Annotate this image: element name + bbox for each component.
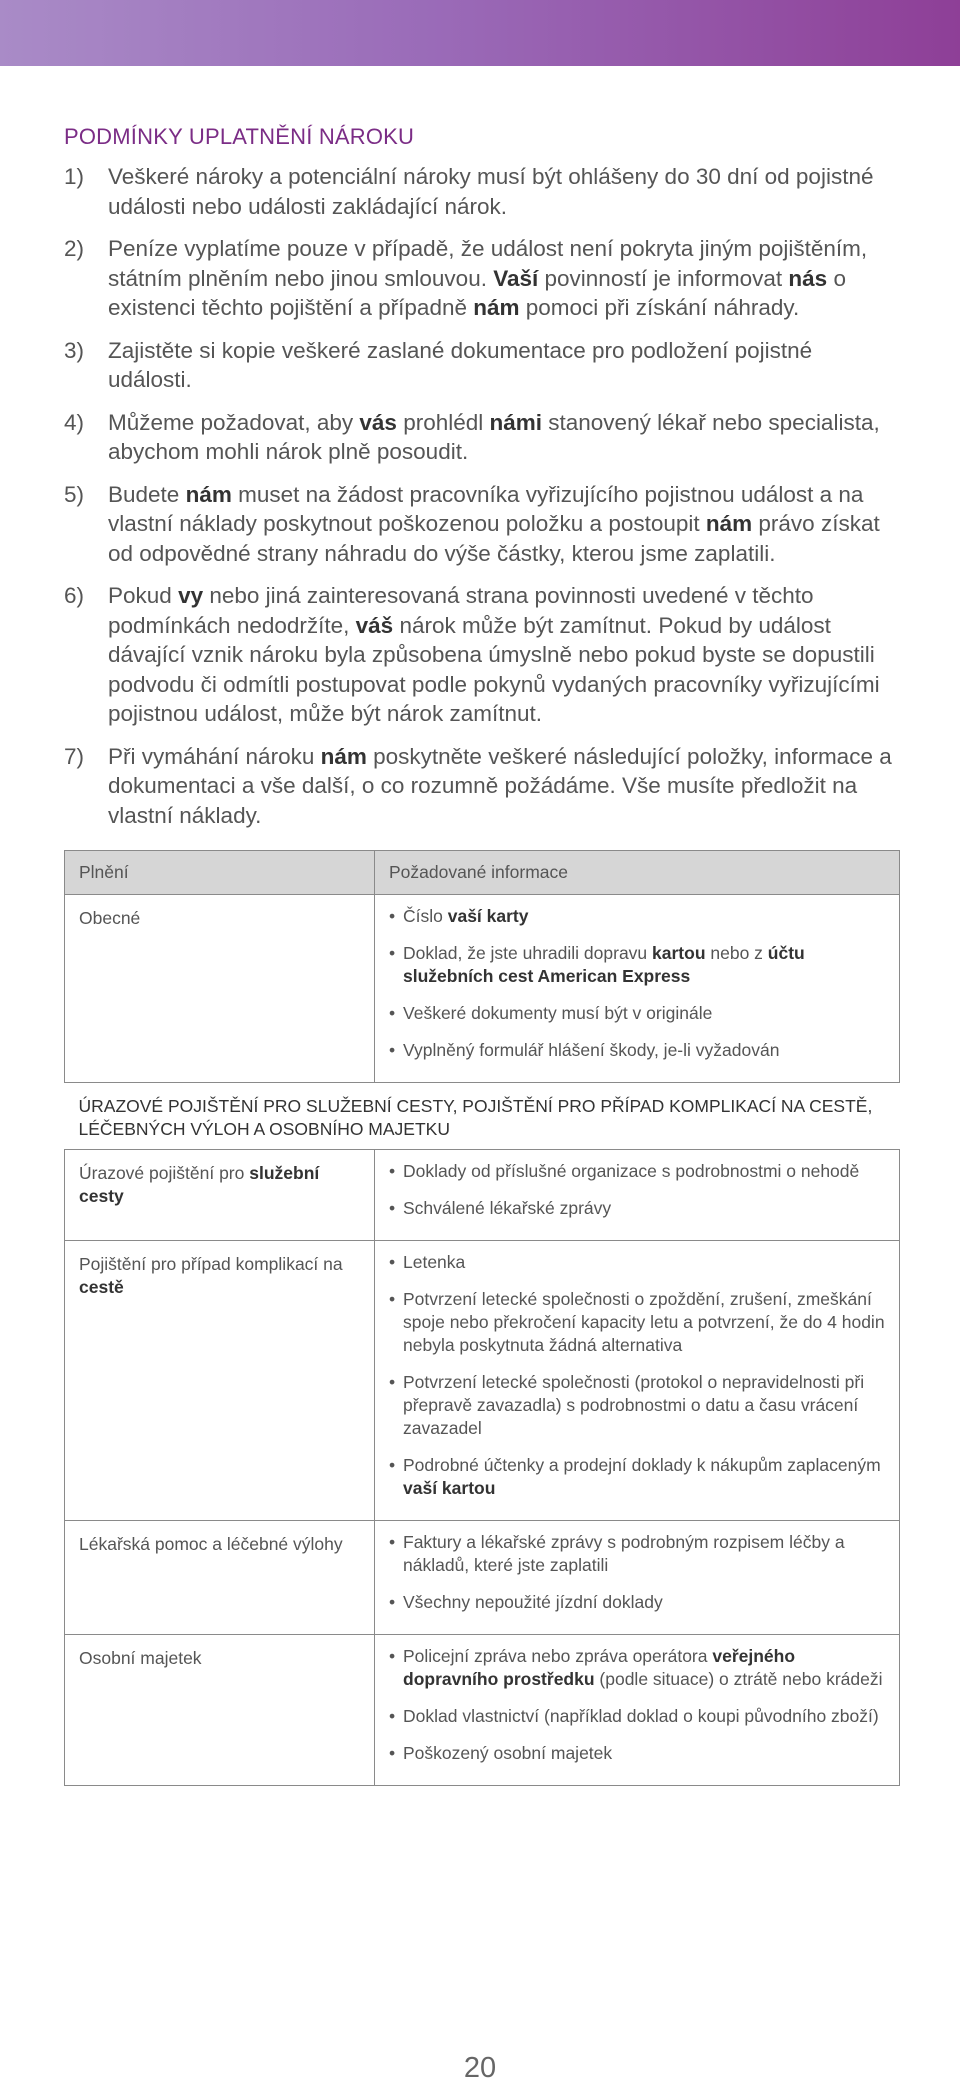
text-segment: Při vymáhání nároku — [108, 743, 321, 769]
bold-term: účtu služebních cest American Express — [403, 943, 805, 986]
header-cell-required-info: Požadované informace — [375, 851, 900, 895]
bold-term: vy — [178, 583, 204, 608]
header-bar — [0, 0, 960, 66]
required-info-item — [389, 1039, 885, 1062]
claims-table — [64, 850, 900, 1786]
text-segment: Policejní zpráva nebo zpráva operátora — [403, 1646, 713, 1666]
required-info-item — [389, 1531, 885, 1577]
text-segment: Budete — [108, 481, 186, 507]
table-row — [65, 1635, 900, 1786]
condition-number: 7) — [64, 743, 85, 769]
text-segment: prohlédl — [396, 409, 490, 435]
text-segment: Poškozený osobní majetek — [403, 1743, 613, 1763]
text-segment: Lékařská pomoc a léčebné výlohy — [79, 1534, 343, 1554]
required-info-item — [389, 1160, 885, 1183]
required-info-item — [389, 1251, 885, 1274]
bold-term: vás — [359, 409, 397, 435]
document-page — [64, 124, 900, 1786]
text-segment: Veškeré nároky a potenciální nároky musí být ohlášeny do 30 dní od pojistné události nebo události zakládající nárok. — [108, 164, 874, 219]
conditions-list — [64, 162, 900, 830]
required-info-item — [389, 1591, 885, 1614]
text-segment: Letenka — [403, 1252, 466, 1272]
required-info-item — [389, 942, 885, 988]
condition-item — [64, 742, 900, 831]
header-cell-benefit: Plnění — [65, 851, 375, 895]
text-segment: právo získat od odpovědné strany náhradu do výše částky, kterou jsme zaplatili. — [108, 511, 880, 566]
text-segment: stanovený lékař nebo specialista, abychom mohli nárok plně posoudit. — [108, 409, 880, 464]
required-info-item — [389, 1454, 885, 1500]
text-segment: Osobní majetek — [79, 1648, 202, 1668]
required-info-item — [389, 1645, 885, 1691]
table-row — [65, 1241, 900, 1521]
section-title-row — [65, 1083, 900, 1150]
required-info-list — [389, 1645, 885, 1765]
required-info-list — [389, 1251, 885, 1500]
text-segment: Všechny nepoužité jízdní doklady — [403, 1592, 663, 1612]
text-segment: Schválené lékařské zprávy — [403, 1198, 612, 1218]
bold-term: nám — [185, 481, 232, 507]
text-segment: (podle situace) o ztrátě nebo krádeži — [594, 1669, 883, 1689]
bold-term: nás — [788, 265, 828, 291]
text-segment: Pokud — [108, 583, 179, 608]
condition-number: 2) — [64, 236, 85, 261]
page-number: 20 — [463, 2052, 497, 2084]
required-info-cell — [375, 1635, 900, 1786]
text-segment: o existenci těchto pojištění a případně — [108, 265, 846, 320]
text-segment: nebo z — [705, 943, 768, 963]
required-info-cell — [375, 1241, 900, 1521]
bold-term: vaší kartou — [403, 1478, 496, 1498]
text-segment: Veškeré dokumenty musí být v originále — [403, 1003, 713, 1023]
bold-term: vaší karty — [447, 906, 529, 926]
text-segment: Pojištění pro případ komplikací na — [79, 1254, 343, 1274]
bold-term: Vaší — [493, 265, 539, 291]
section-title: ÚRAZOVÉ POJIŠTĚNÍ PRO SLUŽEBNÍ CESTY, POJIŠTĚNÍ PRO PŘÍPAD KOMPLIKACÍ NA CESTĚ, LÉČEBNÝCH VÝLOH A OSOBNÍHO MAJETKU — [65, 1083, 900, 1150]
text-segment: Číslo — [403, 906, 448, 926]
bold-term: veřejného dopravního prostředku — [403, 1646, 796, 1689]
text-segment: Doklad, že jste uhradili dopravu — [403, 943, 653, 963]
required-info-item — [389, 1197, 885, 1220]
text-segment: Podrobné účtenky a prodejní doklady k nákupům zaplaceným — [403, 1455, 881, 1475]
condition-number: 1) — [64, 164, 85, 189]
required-info-cell — [375, 1521, 900, 1635]
bold-term: nám — [473, 295, 520, 320]
required-info-cell — [375, 1150, 900, 1241]
text-segment: muset na žádost pracovníka vyřizujícího pojistnou událost a na vlastní náklady poskytnout poškozenou položku a postoupit — [108, 481, 864, 536]
text-segment: Doklady od příslušné organizace s podrobnostmi o nehodě — [403, 1161, 860, 1181]
bold-term: námi — [489, 409, 543, 435]
bold-term: nám — [320, 743, 367, 769]
condition-item — [64, 480, 900, 569]
required-info-list — [389, 1531, 885, 1614]
text-segment: Potvrzení letecké společnosti (protokol o nepravidelnosti při přepravě zavazadla) s podrobnostmi o datu a času vrácení zavazadel — [403, 1372, 865, 1438]
condition-number: 6) — [64, 583, 85, 608]
condition-number: 5) — [64, 481, 85, 507]
bold-term: nám — [705, 511, 753, 536]
table-row — [65, 1521, 900, 1635]
condition-item — [64, 581, 900, 729]
required-info-cell — [375, 895, 900, 1083]
condition-item — [64, 408, 900, 467]
condition-item — [64, 162, 900, 221]
bold-term: váš — [355, 612, 394, 638]
text-segment: Zajistěte si kopie veškeré zaslané dokumentace pro podložení pojistné události. — [108, 337, 813, 392]
benefit-cell — [65, 1241, 375, 1521]
condition-number: 4) — [64, 409, 85, 435]
text-segment: Vyplněný formulář hlášení škody, je-li vyžadován — [403, 1040, 780, 1060]
text-segment: poskytněte veškeré následující položky, informace a dokumentaci a vše další, o co rozumně požádáme. Vše musíte předložit na vlastní náklady. — [108, 743, 892, 828]
table-row — [65, 1150, 900, 1241]
bold-term: služební cesty — [79, 1163, 320, 1206]
text-segment: Potvrzení letecké společnosti o zpoždění, zrušení, zmeškání spoje nebo překročení kapacity letu a potvrzení, že do 4 hodin nebyla poskytnuta žádná alternativa — [403, 1289, 885, 1355]
text-segment: Peníze vyplatíme pouze v případě, že událost není pokryta jiným pojištěním, státním plněním nebo jinou smlouvou. — [108, 236, 868, 291]
required-info-item — [389, 1002, 885, 1025]
bold-term: kartou — [652, 943, 706, 963]
benefit-cell — [65, 1521, 375, 1635]
condition-item — [64, 234, 900, 323]
section-heading: PODMÍNKY UPLATNĚNÍ NÁROKU — [64, 124, 415, 149]
text-segment: Faktury a lékařské zprávy s podrobným rozpisem léčby a nákladů, které jste zaplatili — [403, 1532, 845, 1575]
text-segment: Můžeme požadovat, aby — [108, 409, 360, 435]
benefit-cell — [65, 1150, 375, 1241]
benefit-cell: Obecné — [65, 895, 375, 1083]
table-header-row — [65, 851, 900, 895]
benefit-cell — [65, 1635, 375, 1786]
required-info-item — [389, 1288, 885, 1357]
required-info-list — [389, 1160, 885, 1220]
text-segment: pomoci při získání náhrady. — [519, 295, 800, 320]
text-segment: Úrazové pojištění pro — [79, 1163, 250, 1183]
bold-term: cestě — [79, 1277, 124, 1297]
condition-item — [64, 336, 900, 395]
text-segment: Doklad vlastnictví (například doklad o koupi původního zboží) — [403, 1706, 879, 1726]
required-info-item — [389, 1371, 885, 1440]
text-segment: nárok může být zamítnut. Pokud by událost dávající vznik nároku byla způsobena úmyslně nebo pokud byste se dopustili podvodu či odmítli postupovat podle pokynů vydaných pracovníky vyřizujícími pojistnou událost, může být nárok zamítnut. — [108, 612, 880, 726]
required-info-item — [389, 1742, 885, 1765]
text-segment: povinností je informovat — [538, 265, 789, 291]
required-info-list — [389, 905, 885, 1062]
required-info-item — [389, 1705, 885, 1728]
condition-number: 3) — [64, 337, 85, 363]
table-row — [65, 895, 900, 1083]
text-segment: nebo jiná zainteresovaná strana povinnosti uvedené v těchto podmínkách nedodržíte, — [108, 583, 814, 638]
required-info-item — [389, 905, 885, 928]
